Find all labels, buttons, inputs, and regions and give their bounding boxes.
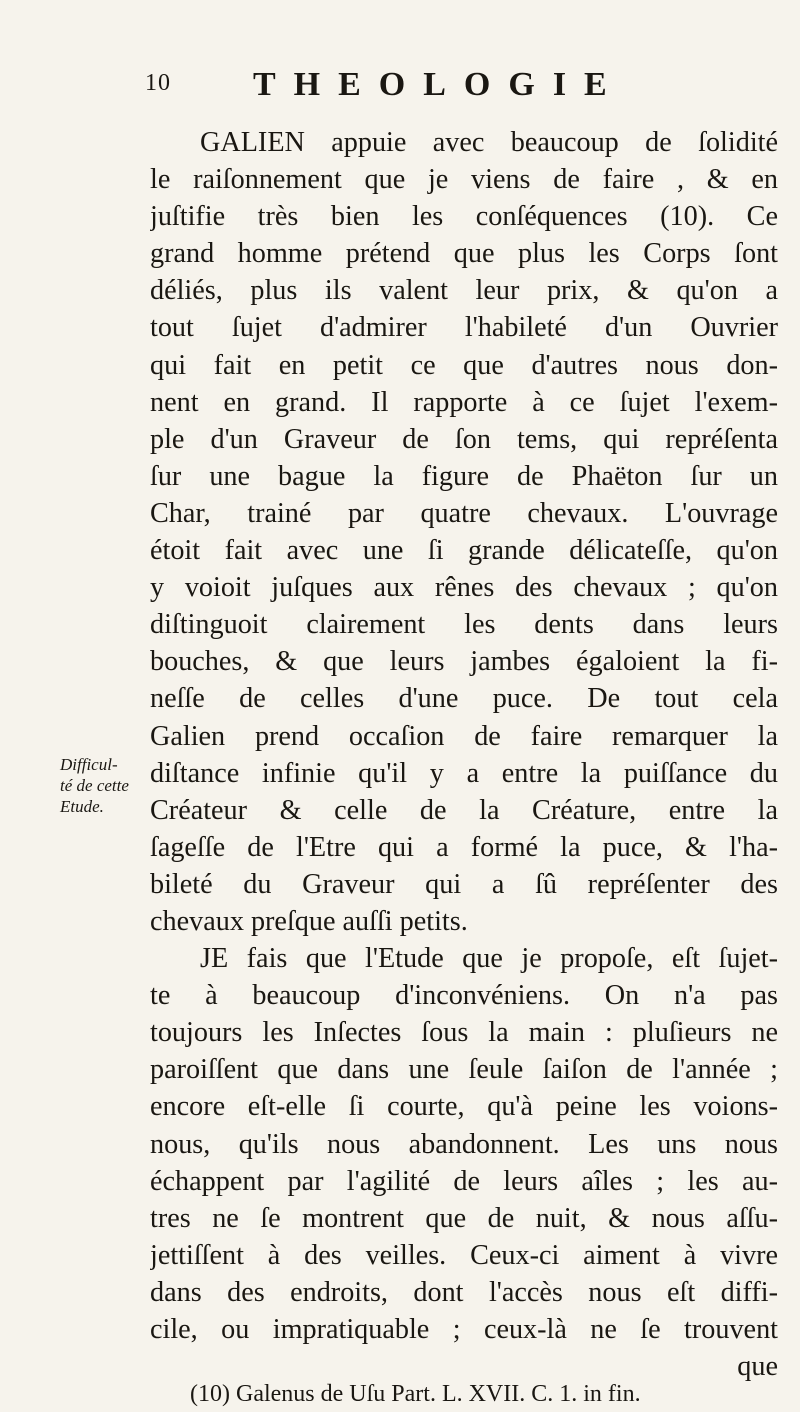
catchword: que <box>737 1351 778 1383</box>
text-line: nous, qu'ils nous abandonnent. Les uns nous <box>150 1128 778 1160</box>
text-line: te à beaucoup d'inconvéniens. On n'a pas <box>150 980 778 1012</box>
text-line: encore eſt-elle ſi courte, qu'à peine les voions- <box>150 1091 778 1123</box>
text-line: diſtinguoit clairement les dents dans leurs <box>150 609 778 641</box>
text-line: JE fais que l'Etude que je propoſe, eſt ſujet- <box>200 943 778 975</box>
text-line: ſur une bague la figure de Phaëton ſur un <box>150 460 778 492</box>
text-line: toujours les Inſectes ſous la main : pluſieurs ne <box>150 1017 778 1049</box>
text-line: tres ne ſe montrent que de nuit, & nous aſſu- <box>150 1202 778 1234</box>
margin-note-line: Etude. <box>60 797 104 816</box>
footnote: (10) Galenus de Uſu Part. L. XVII. C. 1. in fin. <box>190 1381 641 1407</box>
text-line: bileté du Graveur qui a ſû repréſenter des <box>150 868 778 900</box>
text-line: déliés, plus ils valent leur prix, & qu'on a <box>150 275 778 307</box>
page-header <box>145 66 785 110</box>
text-line: y voioit juſques aux rênes des chevaux ; qu'on <box>150 572 778 604</box>
text-line: diſtance infinie qu'il y a entre la puiſſance du <box>150 757 778 789</box>
text-line: Créateur & celle de la Créature, entre la <box>150 794 778 826</box>
text-line: bouches, & que leurs jambes égaloient la fi- <box>150 646 778 678</box>
text-line: nent en grand. Il rapporte à ce ſujet l'exem- <box>150 386 778 418</box>
margin-note-line: Difficul- <box>60 755 118 774</box>
text-line: Galien prend occaſion de faire remarquer la <box>150 720 778 752</box>
text-line: ple d'un Graveur de ſon tems, qui repréſenta <box>150 423 778 455</box>
text-line: échappent par l'agilité de leurs aîles ; les au- <box>150 1165 778 1197</box>
body-text <box>150 124 778 1385</box>
text-line: chevaux preſque auſſi petits. <box>150 905 468 937</box>
margin-note <box>60 754 146 817</box>
text-line: GALIEN appuie avec beaucoup de ſolidité <box>200 127 778 158</box>
text-line: étoit fait avec une ſi grande délicateſſe, qu'on <box>150 535 778 567</box>
text-line: Char, trainé par quatre chevaux. L'ouvrage <box>150 497 778 529</box>
text-line: paroiſſent que dans une ſeule ſaiſon de l'année ; <box>150 1054 778 1086</box>
text-line: tout ſujet d'admirer l'habileté d'un Ouvrier <box>150 312 778 344</box>
running-title: THEOLOGIE <box>253 66 625 103</box>
text-line: juſtifie très bien les conſéquences (10). Ce <box>150 201 778 233</box>
text-line: le raiſonnement que je viens de faire , & en <box>150 164 778 196</box>
text-line: grand homme prétend que plus les Corps ſont <box>150 238 778 270</box>
text-line: qui fait en petit ce que d'autres nous don- <box>150 349 778 381</box>
margin-note-line: té de cette <box>60 776 129 795</box>
page-number: 10 <box>145 70 171 96</box>
text-line: cile, ou impratiquable ; ceux-là ne ſe trouvent <box>150 1314 778 1345</box>
text-line: ſageſſe de l'Etre qui a formé la puce, & l'ha- <box>150 831 778 863</box>
text-line: neſſe de celles d'une puce. De tout cela <box>150 683 778 715</box>
text-line: dans des endroits, dont l'accès nous eſt diffi- <box>150 1276 778 1308</box>
text-line: jettiſſent à des veilles. Ceux-ci aiment à vivre <box>150 1239 778 1271</box>
